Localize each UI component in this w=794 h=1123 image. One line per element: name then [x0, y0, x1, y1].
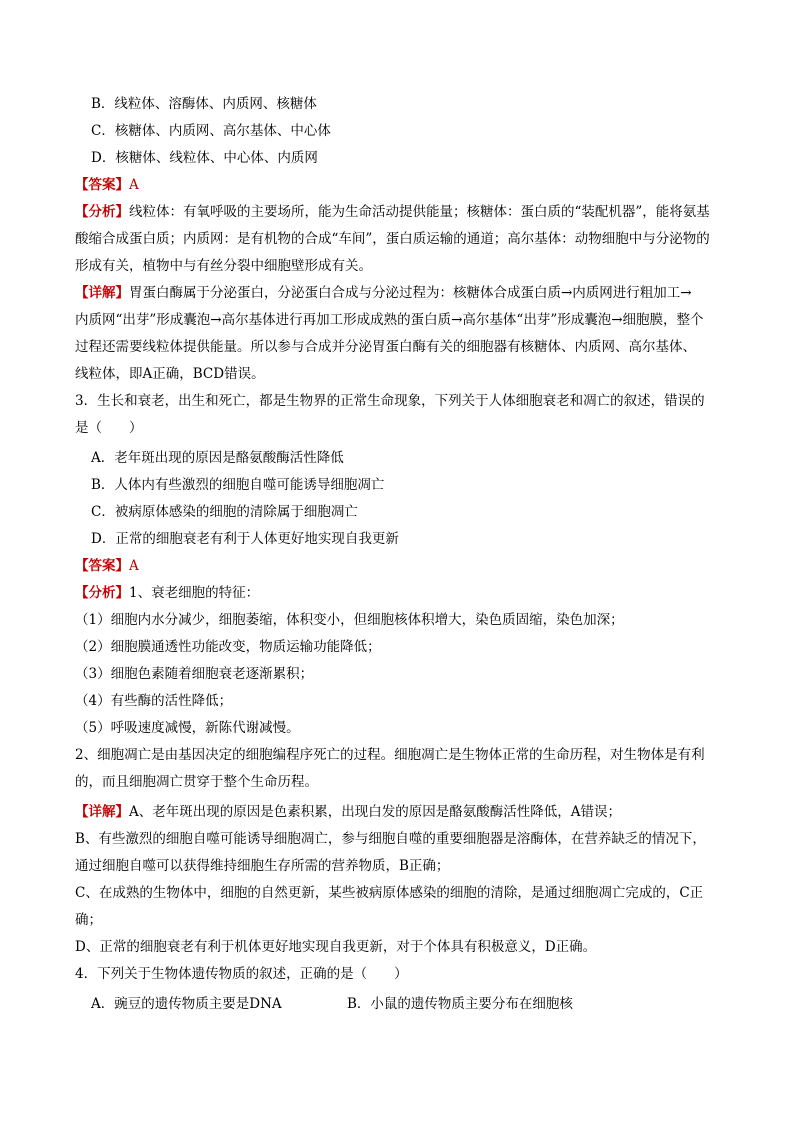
q3-detail-c-line-1: C、在成熟的生物体中，细胞的自然更新，某些被病原体感染的细胞的清除，是通过细胞凋亡完成的，C正: [75, 885, 704, 901]
q2-answer: [75, 176, 139, 194]
q3-stem-line-1: 3．生长和衰老，出生和死亡，都是生物界的正常生命现象，下列关于人体细胞衰老和凋亡的叙述，错误的: [75, 393, 705, 409]
q2-detail-line-2: 内质网“出芽”形成囊泡→高尔基体进行再加工形成成熟的蛋白质→高尔基体“出芽”形成囊泡→细胞膜，整个: [75, 312, 704, 328]
q3-detail-b-line-2: 通过细胞自噬可以获得维持细胞生存所需的营养物质，B正确；: [75, 858, 450, 874]
q3-apoptosis-line-1: 2、细胞凋亡是由基因决定的细胞编程序死亡的过程。细胞凋亡是生物体正常的生命历程，对生物体是有利: [75, 747, 705, 763]
q4-stem: 4．下列关于生物体遗传物质的叙述，正确的是（ ）: [75, 966, 408, 982]
q3-feature-5: （5）呼吸速度减慢，新陈代谢减慢。: [75, 720, 300, 736]
q2-analysis-line-1: [75, 203, 710, 221]
q3-option-c: C．被病原体感染的细胞的清除属于细胞凋亡: [91, 504, 358, 520]
q3-stem-line-2: 是（ ）: [75, 420, 143, 436]
detail-text: 胃蛋白酶属于分泌蛋白，分泌蛋白合成与分泌过程为：核糖体合成蛋白质→内质网进行粗加工→: [129, 285, 692, 301]
q3-feature-3: （3）细胞色素随着细胞衰老逐渐累积；: [75, 666, 314, 682]
q3-option-b: B．人体内有些激烈的细胞自噬可能诱导细胞凋亡: [91, 477, 385, 493]
q3-detail-d: D、正常的细胞衰老有利于机体更好地实现自我更新，对于个体具有积极意义，D正确。: [75, 939, 597, 955]
q2-detail-line-1: [75, 284, 692, 302]
analysis-tag: 【分析】: [75, 585, 129, 601]
q3-feature-2: （2）细胞膜通透性功能改变，物质运输功能降低；: [75, 639, 381, 655]
q3-detail-a: [75, 803, 621, 821]
q2-option-b: B．线粒体、溶酶体、内质网、核糖体: [91, 96, 317, 112]
q2-option-d: D．核糖体、线粒体、中心体、内质网: [91, 150, 318, 166]
answer-tag: 【答案】: [75, 177, 129, 193]
q2-detail-line-4: 线粒体，即A正确，BCD错误。: [75, 366, 265, 382]
q3-answer: [75, 557, 139, 575]
detail-tag: 【详解】: [75, 804, 129, 820]
answer-value: A: [129, 558, 139, 574]
detail-tag: 【详解】: [75, 285, 129, 301]
answer-tag: 【答案】: [75, 558, 129, 574]
q3-apoptosis-line-2: 的，而且细胞凋亡贯穿于整个生命历程。: [75, 774, 318, 790]
q3-feature-4: （4）有些酶的活性降低；: [75, 693, 233, 709]
q3-detail-b-line-1: B、有些激烈的细胞自噬可能诱导细胞凋亡，参与细胞自噬的重要细胞器是溶酶体，在营养缺乏的情况下，: [75, 831, 706, 847]
analysis-tag: 【分析】: [75, 204, 129, 220]
q3-detail-c-line-2: 确；: [75, 912, 102, 928]
analysis-text: 1、衰老细胞的特征：: [129, 585, 260, 601]
analysis-text: 线粒体：有氧呼吸的主要场所，能为生命活动提供能量；核糖体：蛋白质的“装配机器”，能将氨基: [129, 204, 710, 220]
q2-detail-line-3: 过程还需要线粒体提供能量。所以参与合成并分泌胃蛋白酶有关的细胞器有核糖体、内质网、高尔基体、: [75, 339, 696, 355]
q2-analysis-line-3: 形成有关，植物中与有丝分裂中细胞壁形成有关。: [75, 258, 372, 274]
q3-analysis-line-1: [75, 584, 259, 602]
q3-feature-1: （1）细胞内水分减少，细胞萎缩，体积变小，但细胞核体积增大，染色质固缩，染色加深；: [75, 612, 624, 628]
q2-option-c: C．核糖体、内质网、高尔基体、中心体: [91, 123, 331, 139]
q4-option-b: B．小鼠的遗传物质主要分布在细胞核: [347, 996, 573, 1012]
detail-text: A、老年斑出现的原因是色素积累，出现白发的原因是酪氨酸酶活性降低，A错误；: [129, 804, 621, 820]
q3-option-a: A．老年斑出现的原因是酪氨酸酶活性降低: [91, 450, 344, 466]
q4-option-a: A．豌豆的遗传物质主要是DNA: [91, 996, 282, 1012]
q2-analysis-line-2: 酸缩合成蛋白质；内质网：是有机物的合成“车间”，蛋白质运输的通道；高尔基体：动物细胞中与分泌物的: [75, 231, 710, 247]
q3-option-d: D．正常的细胞衰老有利于人体更好地实现自我更新: [91, 531, 399, 547]
answer-value: A: [129, 177, 139, 193]
